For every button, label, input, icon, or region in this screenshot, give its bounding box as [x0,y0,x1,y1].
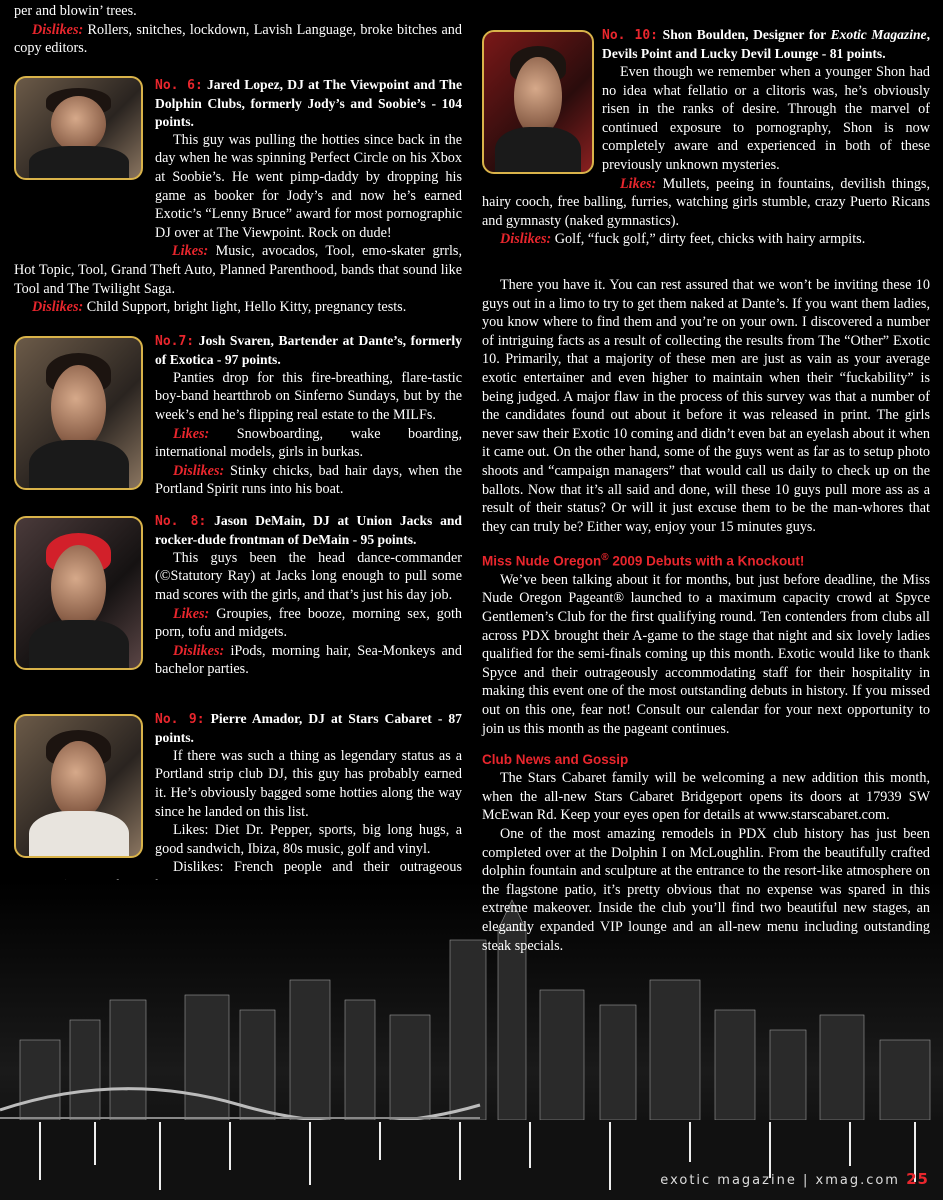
entry-6-header [155,76,462,243]
entry-8-body: This guys been the head dance-commander (©Statutory Ray) at Jacks long enough to pull some mad scores with the girls, and that’s just his day job. [155,549,462,603]
entry-7-number: No.7: [155,333,195,349]
left-column [14,0,462,914]
entry-9-number: No. 9: [155,711,205,727]
summary-paragraph: There you have it. You can rest assured that we won’t be inviting these 10 guys out in a limo to try to get them naked at Dante’s. If you want them ladies, you know where to find them and you’re on your own. I discovered a number of intriguing facts as a result of collecting the results from The “Other” Exotic 10. Primarily, that a majority of these men are just as vain as your average exotic entertainer and even higher to maintain when their “fuckability” is being judged. A major flaw in the process of this survey was that a number of the candidates found out about it before it was released in print. The girls never saw their Exotic 10 coming and didn’t even bat an eyelash about it when it came out. On the other hand, some of the guys went as far as to setup photo shoots and “campaign managers” that would call us daily to check up on the ballots. Now that it’s all said and done, will these 10 guys pull more ass as a result of their status? Or will it just excuse them to be the man-whores that they can truly be? Either way, enjoy your 15 minutes guys. [482,277,930,535]
club-news-paragraph-1: The Stars Cabaret family will be welcoming a new addition this month, when the all-new Stars Cabaret Bridgeport opens its doors at 17939 SW McEwan Rd. Keep your eyes open for details at www.starscabaret.com. [482,770,930,824]
page-number: 25 [906,1170,929,1188]
entry-7-likes: Likes: Snowboarding, wake boarding, international models, girls in burkas. [155,425,462,461]
entry-6-title: Jared Lopez, DJ at The Viewpoint and The Dolphin Clubs, formerly Jody’s and Soobie’s - 104 points. [155,76,462,129]
photo-jason-demain [14,516,143,670]
website-url: xmag.com [815,1173,900,1188]
entry-10-body: Even though we remember when a younger Shon had no idea what fellatio or a clitoris was, he’s obviously risen in the ranks of desire. Through the marvel of continued exposure to pornography, Shon is now completely aware and experienced in both of these previously unknown mysteries. [602,64,930,173]
entry-9-dislikes: Dislikes: French people and their outrageous [173,859,462,876]
page-footer [660,1170,929,1188]
entry-8-likes: Likes: Groupies, free booze, morning sex, goth porn, tofu and midgets. [155,605,462,641]
club-news-heading: Club News and Gossip [482,752,629,768]
entry-10-number: No. 10: [602,28,659,43]
entry-6-likes: Likes: Music, avocados, Tool, emo-skater grrls, Hot Topic, Tool, Grand Theft Auto, Planned Parenthood, bands that sound like Tool and The Twilight Saga. [14,243,462,297]
entry-6-dislikes: Dislikes: Child Support, bright light, Hello Kitty, pregnancy tests. [32,299,407,316]
entry-10-likes: Likes: Mullets, peeing in fountains, devilish things, hairy cooch, free balling, furries, watching girls stumble, crazy Puerto Ricans and gymnasty (naked gymnastics). [482,175,930,229]
miss-nude-oregon-body: We’ve been talking about it for months, but just before deadline, the Miss Nude Oregon Pageant® launched to a maximum capacity crowd at Spyce Gentlemen’s Club for the first qualifying round. Ten contenders from clubs all across PDX brought their A-game to the stage that night and six lovely ladies qualified for the semi-finals coming up this month. Exotic would like to thank Spyce and their outrageously accommodating staff for their hospitality in making this event one of the most outstanding debuts in history. If you missed out on this one, fear not! Consult our calendar for your next opportunity to join us this month as the pageant continues. [482,571,930,737]
photo-jared-lopez [14,76,143,180]
entry-9-likes: Likes: Diet Dr. Pepper, sports, big long hugs, a good sandwich, Ibiza, 80s music, golf and vinyl. [155,822,462,857]
club-news-paragraph-2: One of the most amazing remodels in PDX club history has just been completed over at the Dolphin I on McLoughlin. From the beautifully crafted dolphin fountain and sculpture at the entrance to the resort-like atmosphere on the flagstone patio, it’s pretty obvious that no expense was spared in this extreme makeover. Inside the club you’ll find two beautiful new stages, an elegantly expanded VIP lounge and an all-new menu including outstanding steak specials. [482,825,930,954]
entry-8-title: Jason DeMain, DJ at Union Jacks and rocker-dude frontman of DeMain - 95 points. [155,512,462,547]
entry-8-number: No. 8: [155,513,207,529]
entry-10-dislikes: Dislikes: Golf, “fuck golf,” dirty feet, chicks with hairy armpits. [500,231,866,248]
entry-6-number: No. 6: [155,77,203,93]
right-column [482,0,930,955]
intro-dislikes: Dislikes: Rollers, snitches, lockdown, Lavish Language, broke bitches and copy editors. [14,21,462,57]
entry-7 [14,332,462,502]
footer-separator: | [802,1173,810,1188]
photo-pierre-amador [14,714,143,858]
entry-6-body: This guy was pulling the hotties since back in the day when he was spinning Perfect Circle on his Xbox at Soobie’s. He went pimp-daddy by dropping his game as booker for Jody’s and now he’s earned Exotic’s “Lenny Bruce” award for most pornographic DJ over at The Viewpoint. Rock on dude! [155,131,462,241]
entry-7-body: Panties drop for this fire-breathing, flare-tastic boy-band heartthrob on Sinferno Sundays, but by the week’s end he’s flipping real estate to the MILFs. [155,369,462,423]
entry-10: No. 10: Shon Boulden, Designer for Exotic Magazine, Devils Point and Lucky Devil Lounge - 81 points. Even though we remember when a younger Shon had no idea what fellatio or a clitoris was, he’s obviously risen in the ranks of desire. Through the marvel of continued exposure to pornography, Shon is now completely aware and experienced in both of these previously unknown mysteries. Likes: Mullets, peeing in fountains, devilish things, hairy cooch, free balling, furries, watching girls stumble, crazy Puerto Ricans and gymnasty (naked gymnastics). Dislikes: Golf, “fuck golf,” dirty feet, chicks with hairy armpits. [482,27,930,248]
entry-8 [14,512,462,708]
intro-line: per and blowin’ trees. [14,3,137,19]
entry-6 [14,76,462,318]
magazine-name: exotic magazine [660,1173,797,1188]
entry-7-dislikes: Dislikes: Stinky chicks, bad hair days, when the Portland Spirit runs into his boat. [155,462,462,498]
entry-7-title: Josh Svaren, Bartender at Dante’s, formerly of Exotica - 97 points. [155,332,462,367]
photo-shon-boulden [482,30,594,174]
entry-9-body: If there was such a thing as legendary status as a Portland strip club DJ, this guy has probably earned it. He’s obviously bagged some hotties along the way since he landed on this list. [155,747,462,820]
photo-josh-svaren [14,336,143,490]
entry-9-title: Pierre Amador, DJ at Stars Cabaret - 87 points. [155,710,462,745]
miss-nude-oregon-heading: Miss Nude Oregon® 2009 Debuts with a Knockout! [482,552,805,569]
entry-8-dislikes: Dislikes: iPods, morning hair, Sea-Monkeys and bachelor parties. [155,642,462,678]
